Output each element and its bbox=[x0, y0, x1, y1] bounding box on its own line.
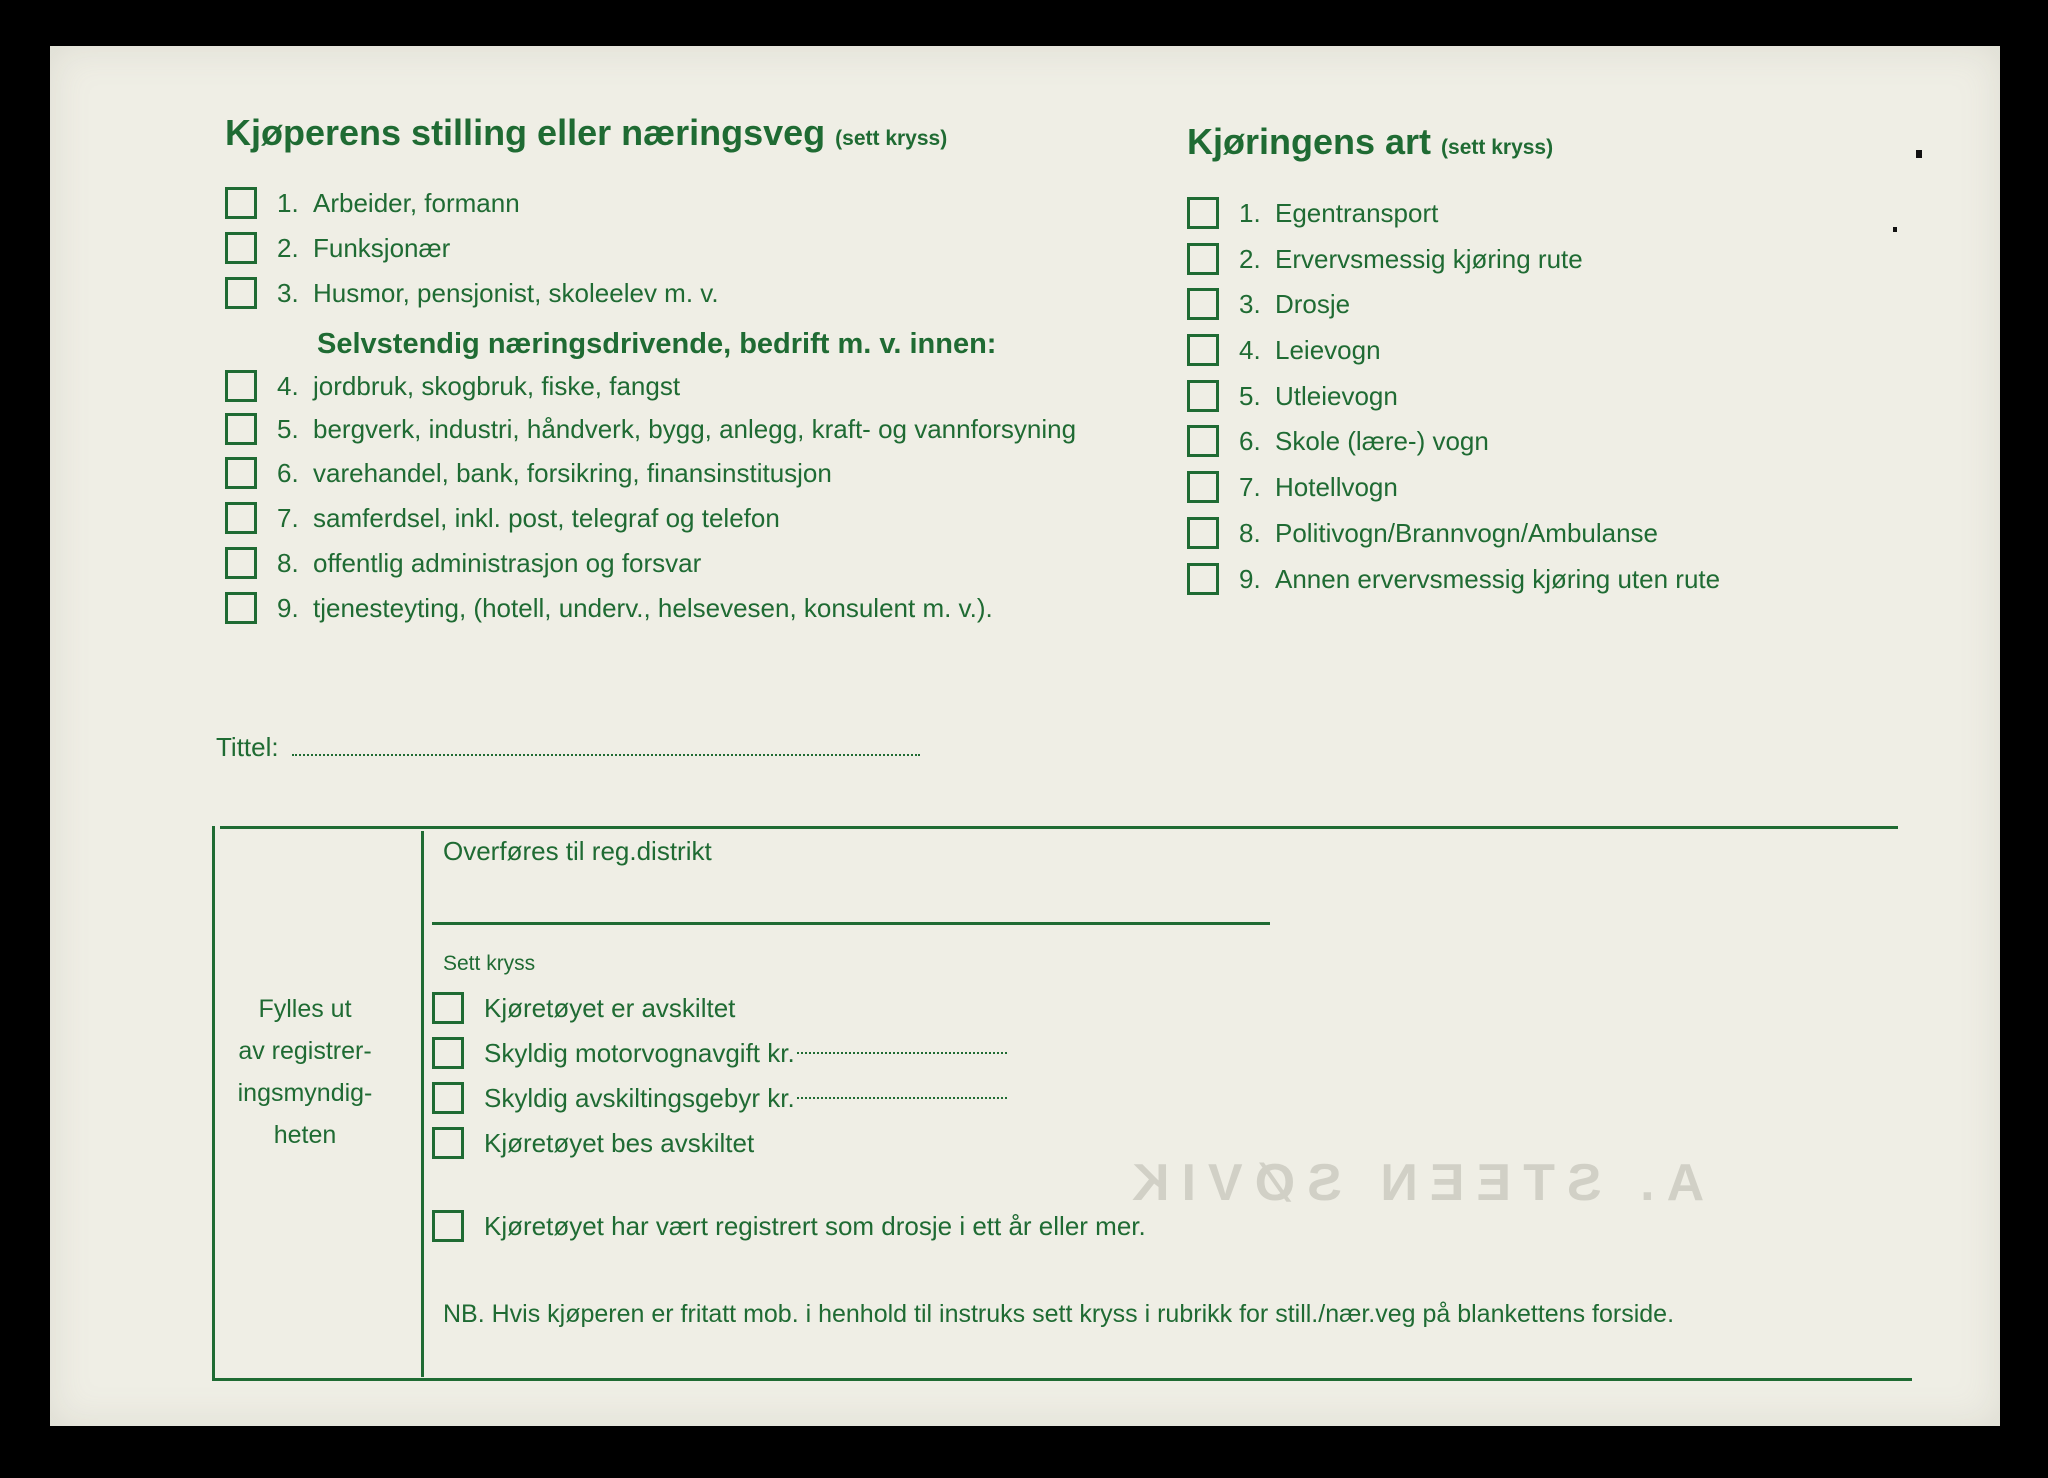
checkbox[interactable] bbox=[1187, 380, 1219, 412]
ink-speck bbox=[1893, 227, 1897, 232]
left-section-heading: Kjøperens stilling eller næringsveg (sett kryss) bbox=[225, 112, 948, 153]
checkbox[interactable] bbox=[1187, 288, 1219, 320]
checkbox[interactable] bbox=[1187, 197, 1219, 229]
driving-type-option: 5. Utleievogn bbox=[1187, 379, 1398, 413]
occupation-option: 3. Husmor, pensjonist, skoleelev m. v. bbox=[225, 276, 719, 310]
checkbox[interactable] bbox=[225, 187, 257, 219]
checkbox[interactable] bbox=[225, 413, 257, 445]
checkbox[interactable] bbox=[225, 457, 257, 489]
checkbox[interactable] bbox=[432, 1037, 464, 1069]
self-employed-subheading: Selvstendig næringsdrivende, bedrift m. v. innen: bbox=[317, 328, 997, 360]
drosje-check-option: Kjøretøyet har vært registrert som drosje i ett år eller mer. bbox=[432, 1209, 1146, 1243]
driving-type-option: 7. Hotellvogn bbox=[1187, 470, 1398, 504]
checkbox[interactable] bbox=[432, 1127, 464, 1159]
checkbox[interactable] bbox=[225, 502, 257, 534]
set-cross-label: Sett kryss bbox=[443, 952, 536, 975]
title-label: Tittel: bbox=[216, 732, 279, 762]
driving-type-option: 4. Leievogn bbox=[1187, 333, 1381, 367]
driving-type-option: 2. Ervervsmessig kjøring rute bbox=[1187, 242, 1583, 276]
checkbox[interactable] bbox=[432, 1210, 464, 1242]
transfer-field-underline bbox=[432, 922, 1270, 925]
admin-check-option: Skyldig avskiltingsgebyr kr. bbox=[432, 1081, 1007, 1115]
admin-box-divider bbox=[421, 831, 424, 1377]
form-sheet bbox=[50, 46, 2000, 1426]
checkbox[interactable] bbox=[225, 277, 257, 309]
checkbox[interactable] bbox=[1187, 471, 1219, 503]
transfer-district-label: Overføres til reg.distrikt bbox=[443, 836, 712, 866]
checkbox[interactable] bbox=[432, 992, 464, 1024]
ink-speck bbox=[1916, 150, 1922, 158]
checkbox[interactable] bbox=[432, 1082, 464, 1114]
checkbox[interactable] bbox=[1187, 425, 1219, 457]
title-field[interactable] bbox=[216, 732, 920, 763]
occupation-option: 4. jordbruk, skogbruk, fiske, fangst bbox=[225, 369, 680, 403]
admin-box-bottom-rule bbox=[212, 1378, 1912, 1381]
occupation-option: 8. offentlig administrasjon og forsvar bbox=[225, 546, 701, 580]
right-section-heading: Kjøringens art (sett kryss) bbox=[1187, 121, 1554, 162]
driving-type-option: 3. Drosje bbox=[1187, 287, 1350, 321]
occupation-option: 2. Funksjonær bbox=[225, 231, 450, 265]
driving-type-option: 9. Annen ervervsmessig kjøring uten rute bbox=[1187, 562, 1720, 596]
amount-dotted-line[interactable] bbox=[797, 1097, 1007, 1099]
checkbox[interactable] bbox=[225, 232, 257, 264]
occupation-option: 6. varehandel, bank, forsikring, finansinstitusjon bbox=[225, 456, 832, 490]
registration-authority-label: Fylles ut av registrer- ingsmyndig- heten bbox=[237, 995, 373, 1149]
occupation-option: 1. Arbeider, formann bbox=[225, 186, 520, 220]
admin-check-option: Skyldig motorvognavgift kr. bbox=[432, 1036, 1007, 1070]
bleed-through-stamp: A. STEEN SØVIK bbox=[1120, 1154, 1705, 1212]
checkbox[interactable] bbox=[1187, 334, 1219, 366]
amount-dotted-line[interactable] bbox=[797, 1052, 1007, 1054]
driving-type-option: 6. Skole (lære-) vogn bbox=[1187, 424, 1489, 458]
occupation-option: 9. tjenesteyting, (hotell, underv., helsevesen, konsulent m. v.). bbox=[225, 591, 993, 625]
checkbox[interactable] bbox=[225, 547, 257, 579]
admin-check-option: Kjøretøyet bes avskiltet bbox=[432, 1126, 754, 1160]
checkbox[interactable] bbox=[1187, 517, 1219, 549]
checkbox[interactable] bbox=[225, 370, 257, 402]
checkbox[interactable] bbox=[1187, 243, 1219, 275]
driving-type-option: 1. Egentransport bbox=[1187, 196, 1438, 230]
occupation-option: 5. bergverk, industri, håndverk, bygg, anlegg, kraft- og vannforsyning bbox=[225, 412, 1076, 446]
title-dotted-line bbox=[292, 754, 920, 756]
occupation-option: 7. samferdsel, inkl. post, telegraf og telefon bbox=[225, 501, 780, 535]
nb-note: NB. Hvis kjøperen er fritatt mob. i henhold til instruks sett kryss i rubrikk for still./nær.veg på blankettens forside. bbox=[443, 1300, 1675, 1328]
admin-check-option: Kjøretøyet er avskiltet bbox=[432, 991, 735, 1025]
admin-box-top-rule bbox=[220, 826, 1898, 829]
checkbox[interactable] bbox=[225, 592, 257, 624]
driving-type-option: 8. Politivogn/Brannvogn/Ambulanse bbox=[1187, 516, 1658, 550]
checkbox[interactable] bbox=[1187, 563, 1219, 595]
